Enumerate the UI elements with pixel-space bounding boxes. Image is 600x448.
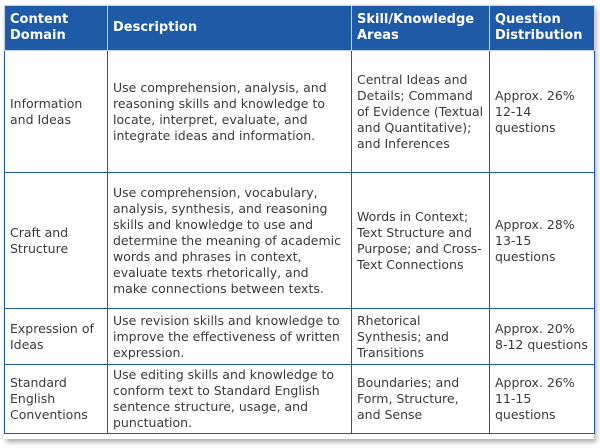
cell-content-domain: Craft and Structure [5, 173, 108, 309]
distribution-range: 12-14 questions [495, 103, 556, 135]
cell-content-domain: Expression of Ideas [5, 309, 108, 365]
header-skill-knowledge-areas: Skill/Knowledge Areas [352, 6, 490, 51]
distribution-range: 8-12 questions [495, 336, 588, 352]
header-description: Description [108, 6, 352, 51]
cell-question-distribution [490, 309, 595, 365]
table-row [5, 173, 595, 309]
cell-question-distribution [490, 365, 595, 434]
header-question-distribution: Question Distribution [490, 6, 595, 51]
cell-description: Use revision skills and knowledge to improve the effectiveness of written expression. [108, 309, 352, 365]
cell-question-distribution [490, 173, 595, 309]
table-row [5, 309, 595, 365]
table-row [5, 51, 595, 173]
cell-skill-areas: Words in Context; Text Structure and Purpose; and Cross-Text Connections [352, 173, 490, 309]
cell-skill-areas: Boundaries; and Form, Structure, and Sense [352, 365, 490, 434]
cell-skill-areas: Rhetorical Synthesis; and Transitions [352, 309, 490, 365]
cell-description: Use comprehension, analysis, and reasoning skills and knowledge to locate, interpret, evaluate, and integrate ideas and information. [108, 51, 352, 173]
distribution-approx: Approx. 26% [495, 87, 575, 103]
distribution-approx: Approx. 28% [495, 216, 575, 232]
header-content-domain: Content Domain [5, 6, 108, 51]
distribution-approx: Approx. 26% [495, 375, 575, 390]
distribution-range: 13-15 questions [495, 232, 556, 264]
distribution-approx: Approx. 20% [495, 320, 575, 336]
cell-content-domain: Information and Ideas [5, 51, 108, 173]
content-domain-table-frame [4, 5, 594, 439]
table-row [5, 365, 595, 434]
cell-content-domain: Standard English Conventions [5, 365, 108, 434]
table-header-row [5, 6, 595, 51]
cell-skill-areas: Central Ideas and Details; Command of Evidence (Textual and Quantitative); and Inferences [352, 51, 490, 173]
distribution-range: 11-15 questions [495, 391, 556, 422]
content-domain-table [4, 5, 595, 434]
cell-description: Use comprehension, vocabulary, analysis, synthesis, and reasoning skills and knowledge to use and determine the meaning of academic words and phrases in context, evaluate texts rhetorically, and make connections between texts. [108, 173, 352, 309]
cell-question-distribution [490, 51, 595, 173]
cell-description: Use editing skills and knowledge to conform text to Standard English sentence structure, usage, and punctuation. [108, 365, 352, 434]
